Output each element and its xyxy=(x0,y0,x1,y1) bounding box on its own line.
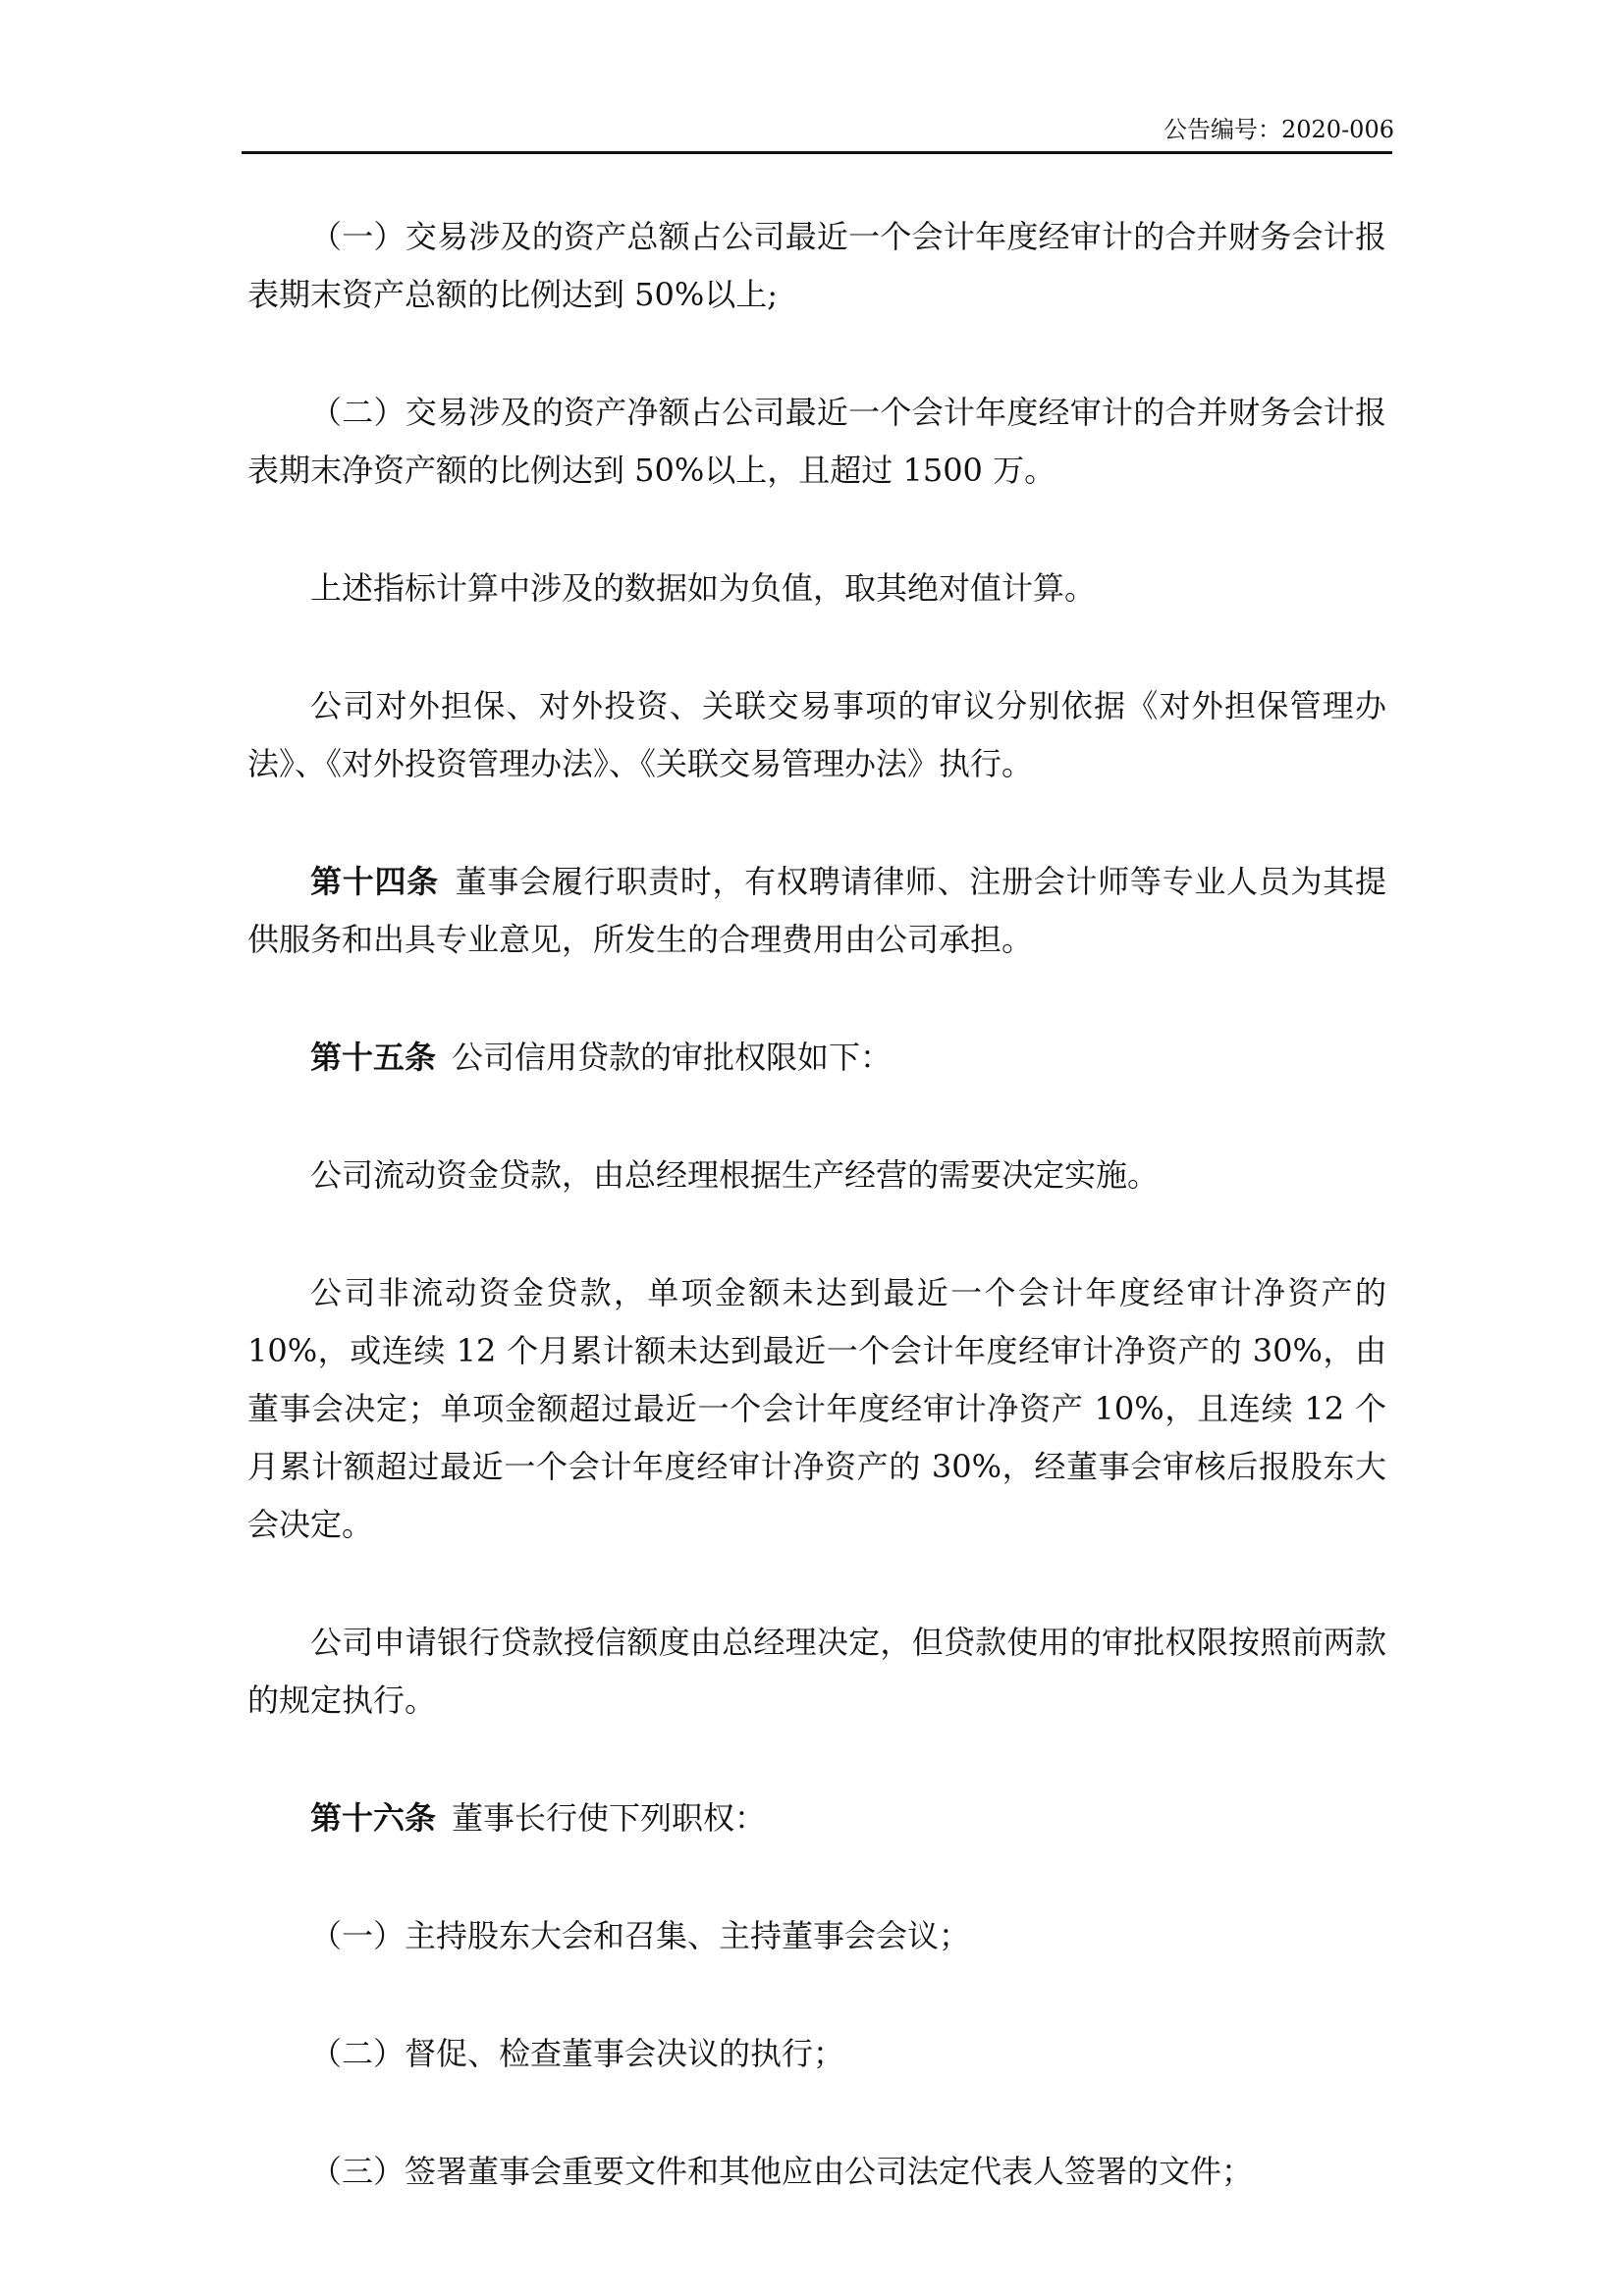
paragraph-line: 报表期末净资产额的比例达到 50%以上，且超过 1500 万。 xyxy=(247,394,1386,489)
article-heading: 第十五条 xyxy=(310,1039,437,1076)
paragraph-1 xyxy=(247,208,1386,324)
paragraph-7 xyxy=(247,1147,1386,1204)
paragraph-line: （一）交易涉及的资产总额占公司最近一个会计年度经审计的合并财务会计 xyxy=(310,218,1355,255)
paragraph-line: （二）督促、检查董事会决议的执行； xyxy=(310,2035,845,2072)
notice-number: 公告编号：2020-006 xyxy=(1164,116,1394,143)
paragraph-line: （三）签署董事会重要文件和其他应由公司法定代表人签署的文件； xyxy=(310,2153,1254,2190)
paragraph-line: 上述指标计算中涉及的数据如为负值，取其绝对值计算。 xyxy=(310,569,1097,607)
paragraph-line: 公司申请银行贷款授信额度由总经理决定，但贷款使用的审批权限按照前两 xyxy=(310,1624,1355,1661)
paragraph-line: （二）交易涉及的资产净额占公司最近一个会计年度经审计的合并财务会计 xyxy=(310,394,1355,431)
paragraph-9 xyxy=(247,1614,1386,1730)
paragraph-line: 法》、《对外投资管理办法》、《关联交易管理办法》执行。 xyxy=(247,745,1034,782)
paragraph-8 xyxy=(247,1264,1386,1554)
paragraph-13 xyxy=(247,2143,1386,2201)
article-heading: 第十六条 xyxy=(310,1799,437,1837)
article-14 xyxy=(247,853,1386,969)
header-rule xyxy=(242,151,1392,154)
paragraph-line: 公司信用贷款的审批权限如下： xyxy=(452,1039,893,1076)
paragraph-line: 会决定。 xyxy=(247,1506,374,1543)
paragraph-line: 报表期末资产总额的比例达到 50%以上; xyxy=(247,218,1386,313)
paragraph-2 xyxy=(247,384,1386,500)
paragraph-line: 公司流动资金贷款，由总经理根据生产经营的需要决定实施。 xyxy=(310,1156,1160,1194)
article-heading: 第十四条 xyxy=(310,863,439,900)
article-16 xyxy=(247,1789,1386,1847)
document-body xyxy=(247,208,1386,2201)
paragraph-3 xyxy=(247,560,1386,617)
paragraph-line: 10%，或连续 12 个月累计额未达到最近一个会计年度经审计净资产的 30%，由 xyxy=(247,1332,1386,1369)
paragraph-line: 款的规定执行。 xyxy=(247,1624,1386,1719)
article-15 xyxy=(247,1029,1386,1087)
paragraph-12 xyxy=(247,2025,1386,2083)
paragraph-line: 董事会履行职责时，有权聘请律师、注册会计师等专业人员为其 xyxy=(454,863,1355,900)
paragraph-11 xyxy=(247,1907,1386,1965)
paragraph-line: 公司非流动资金贷款，单项金额未达到最近一个会计年度经审计净资产的 xyxy=(310,1274,1386,1311)
paragraph-line: 董事会决定；单项金额超过最近一个会计年度经审计净资产 10%，且连续 12 个 xyxy=(247,1390,1386,1427)
paragraph-line: 董事长行使下列职权： xyxy=(452,1799,767,1837)
paragraph-line: 月累计额超过最近一个会计年度经审计净资产的 30%，经董事会审核后报股东大 xyxy=(247,1448,1386,1485)
paragraph-line: 公司对外担保、对外投资、关联交易事项的审议分别依据《对外担保管理办 xyxy=(310,687,1386,724)
paragraph-line: （一）主持股东大会和召集、主持董事会会议； xyxy=(310,1917,971,1954)
paragraph-line: 提供服务和出具专业意见，所发生的合理费用由公司承担。 xyxy=(247,863,1386,958)
paragraph-4 xyxy=(247,677,1386,793)
